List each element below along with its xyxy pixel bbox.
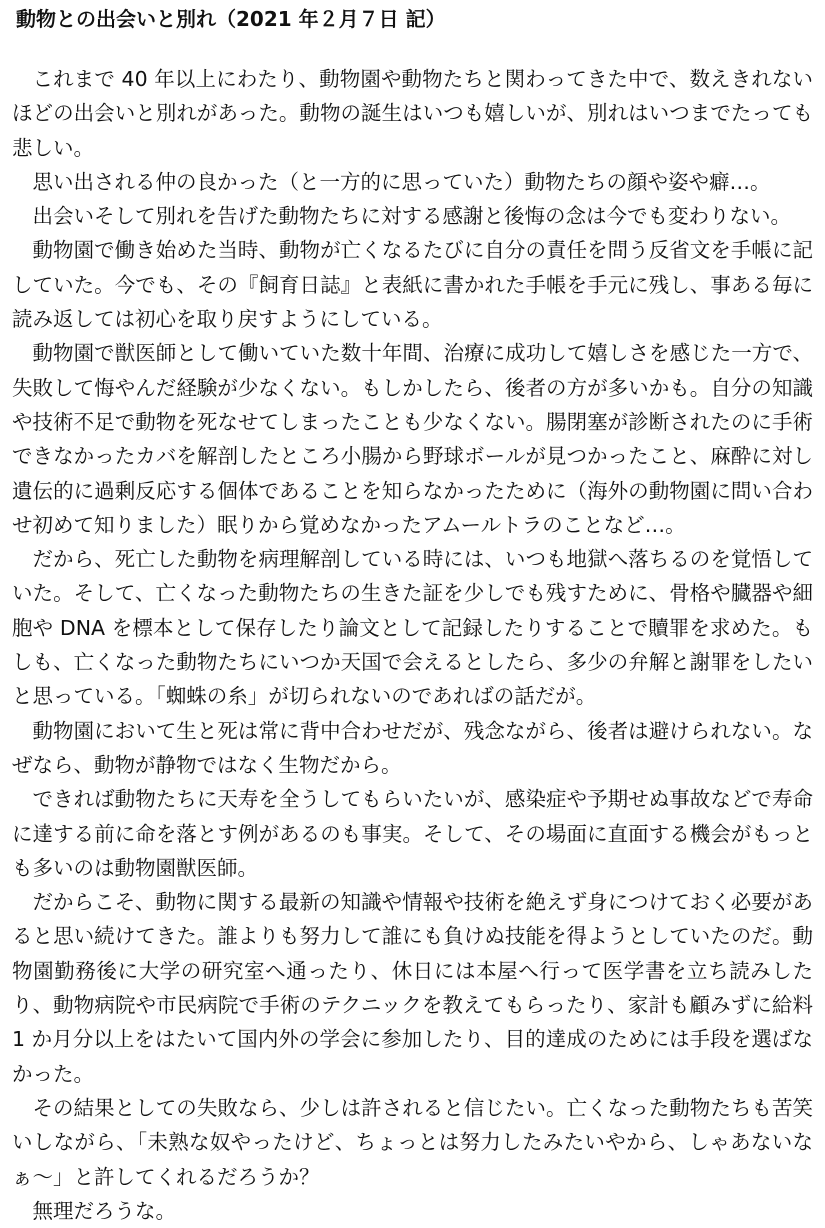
paragraph: その結果としての失敗なら、少しは許されると信じたい。亡くなった動物たちも苦笑いしながら、「未熟な奴やったけど、ちょっとは努力したみたいやから、しゃあないなぁ～」と許してくれるだろうか？: [12, 1095, 813, 1189]
paragraph: 動物園において生と死は常に背中合わせだが、残念ながら、後者は避けられない。なぜなら、動物が静物ではなく生物だから。: [12, 718, 813, 777]
paragraph: 動物園で獣医師として働いていた数十年間、治療に成功して嬉しさを感じた一方で、失敗して悔やんだ経験が少なくない。もしかしたら、後者の方が多いかも。自分の知識や技術不足で動物を死なせてしまったことも少なくない。腸閉塞が診断されたのに手術できなかったカバを解剖したところ小腸から野球ボールが見つかったこと、麻酔に対し遺伝的に過剰反応する個体であることを知らなかったために（海外の動物園に問い合わせ初めて知りました）眠りから覚めなかったアムールトラのことなど…。: [12, 341, 813, 537]
paragraph: 思い出される仲の良かった（と一方的に思っていた）動物たちの顔や姿や癖…。: [32, 169, 771, 194]
document-title: 動物との出会いと別れ（2021 年２月７日 記）: [16, 7, 446, 31]
paragraph: できれば動物たちに天寿を全うしてもらいたいが、感染症や予期せぬ事故などで寿命に達する前に命を落とす例があるのも事実。そして、その場面に直面する機会がもっとも多いのは動物園獣医師。: [12, 787, 813, 880]
paragraph: 動物園で働き始めた当時、動物が亡くなるたびに自分の責任を問う反省文を手帳に記していた。今でも、その『飼育日誌』と表紙に書かれた手帳を手元に残し、事ある毎に読み返しては初心を取り戻すようにしている。: [12, 238, 813, 332]
paragraph: だから、死亡した動物を病理解剖している時には、いつも地獄へ落ちるのを覚悟していた。そして、亡くなった動物たちの生きた証を少しでも残すために、骨格や臓器や細胞や DNA を標本として保存したり論文として記録したりすることで贖罪を求めた。もしも、亡くなった動物たちにいつか天国で会えるとしたら、多少の弁解と謝罪をしたいと思っている。「蜘蛛の糸」が切られないのであればの話だが。: [12, 547, 813, 709]
paragraph: 無理だろうな。: [32, 1198, 176, 1223]
paragraph: だからこそ、動物に関する最新の知識や情報や技術を絶えず身につけておく必要があると思い続けてきた。誰よりも努力して誰にも負けぬ技能を得ようとしていたのだ。動物園勤務後に大学の研究室へ通ったり、休日には本屋へ行って医学書を立ち読みしたり、動物病院や市民病院で手術のテクニックを教えてもらったり、家計も顧みずに給料 1 か月分以上をはたいて国内外の学会に参加したり、目的達成のためには手段を選ばなかった。: [12, 890, 813, 1086]
paragraph: 出会いそして別れを告げた動物たちに対する感謝と後悔の念は今でも変わりない。: [32, 204, 791, 229]
document-body: [12, 62, 813, 1228]
paragraph: これまで 40 年以上にわたり、動物園や動物たちと関わってきた中で、数えきれないほどの出会いと別れがあった。動物の誕生はいつも嬉しいが、別れはいつまでたっても悲しい。: [12, 67, 813, 160]
